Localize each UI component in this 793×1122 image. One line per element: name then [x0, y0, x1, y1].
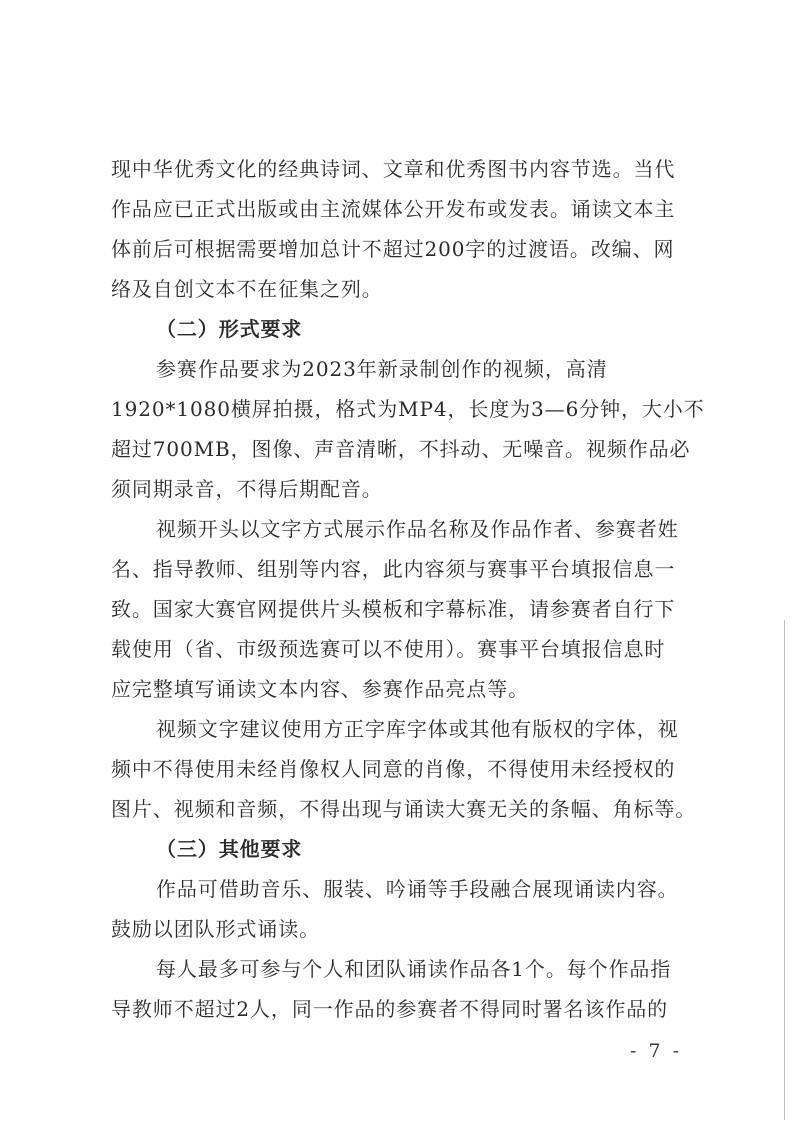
page-number: - 7 -	[630, 1040, 683, 1062]
paragraph-line: 1920*1080横屏拍摄，格式为MP4，长度为3—6分钟，大小不	[111, 397, 705, 421]
paragraph-line: 视频开头以文字方式展示作品名称及作品作者、参赛者姓	[156, 517, 679, 541]
paragraph-line: 作品应已正式出版或由主流媒体公开发布或发表。诵读文本主	[111, 197, 676, 221]
paragraph-line: 须同期录音，不得后期配音。	[111, 477, 383, 501]
section-heading-other: （三）其他要求	[156, 837, 303, 861]
paragraph-line: 每人最多可参与个人和团队诵读作品各1个。每个作品指	[156, 957, 672, 981]
paragraph-line: 载使用（省、市级预选赛可以不使用）。赛事平台填报信息时	[111, 637, 666, 661]
paragraph-line: 络及自创文本不在征集之列。	[111, 277, 383, 301]
scan-edge-line	[784, 620, 785, 1120]
paragraph-line: 参赛作品要求为2023年新录制创作的视频，高清	[156, 357, 608, 381]
body-text	[111, 149, 705, 1029]
section-heading-format: （二）形式要求	[156, 317, 303, 341]
paragraph-line: 作品可借助音乐、服装、吟诵等手段融合展现诵读内容。	[156, 877, 679, 901]
paragraph-line: 超过700MB，图像、声音清晰，不抖动、无噪音。视频作品必	[111, 437, 691, 461]
paragraph-line: 致。国家大赛官网提供片头模板和字幕标准，请参赛者自行下	[111, 597, 676, 621]
paragraph-line: 导教师不超过2人，同一作品的参赛者不得同时署名该作品的	[111, 997, 669, 1021]
paragraph-line: 现中华优秀文化的经典诗词、文章和优秀图书内容节选。当代	[111, 157, 676, 181]
paragraph-line: 视频文字建议使用方正字库字体或其他有版权的字体，视	[156, 717, 679, 741]
paragraph-line: 鼓励以团队形式诵读。	[111, 917, 320, 941]
paragraph-line: 图片、视频和音频，不得出现与诵读大赛无关的条幅、角标等。	[111, 797, 697, 821]
paragraph-line: 应完整填写诵读文本内容、参赛作品亮点等。	[111, 677, 529, 701]
paragraph-line: 名、指导教师、组别等内容，此内容须与赛事平台填报信息一	[111, 557, 676, 581]
paragraph-line: 频中不得使用未经肖像权人同意的肖像，不得使用未经授权的	[111, 757, 676, 781]
paragraph-line: 体前后可根据需要增加总计不超过200字的过渡语。改编、网	[111, 237, 675, 261]
